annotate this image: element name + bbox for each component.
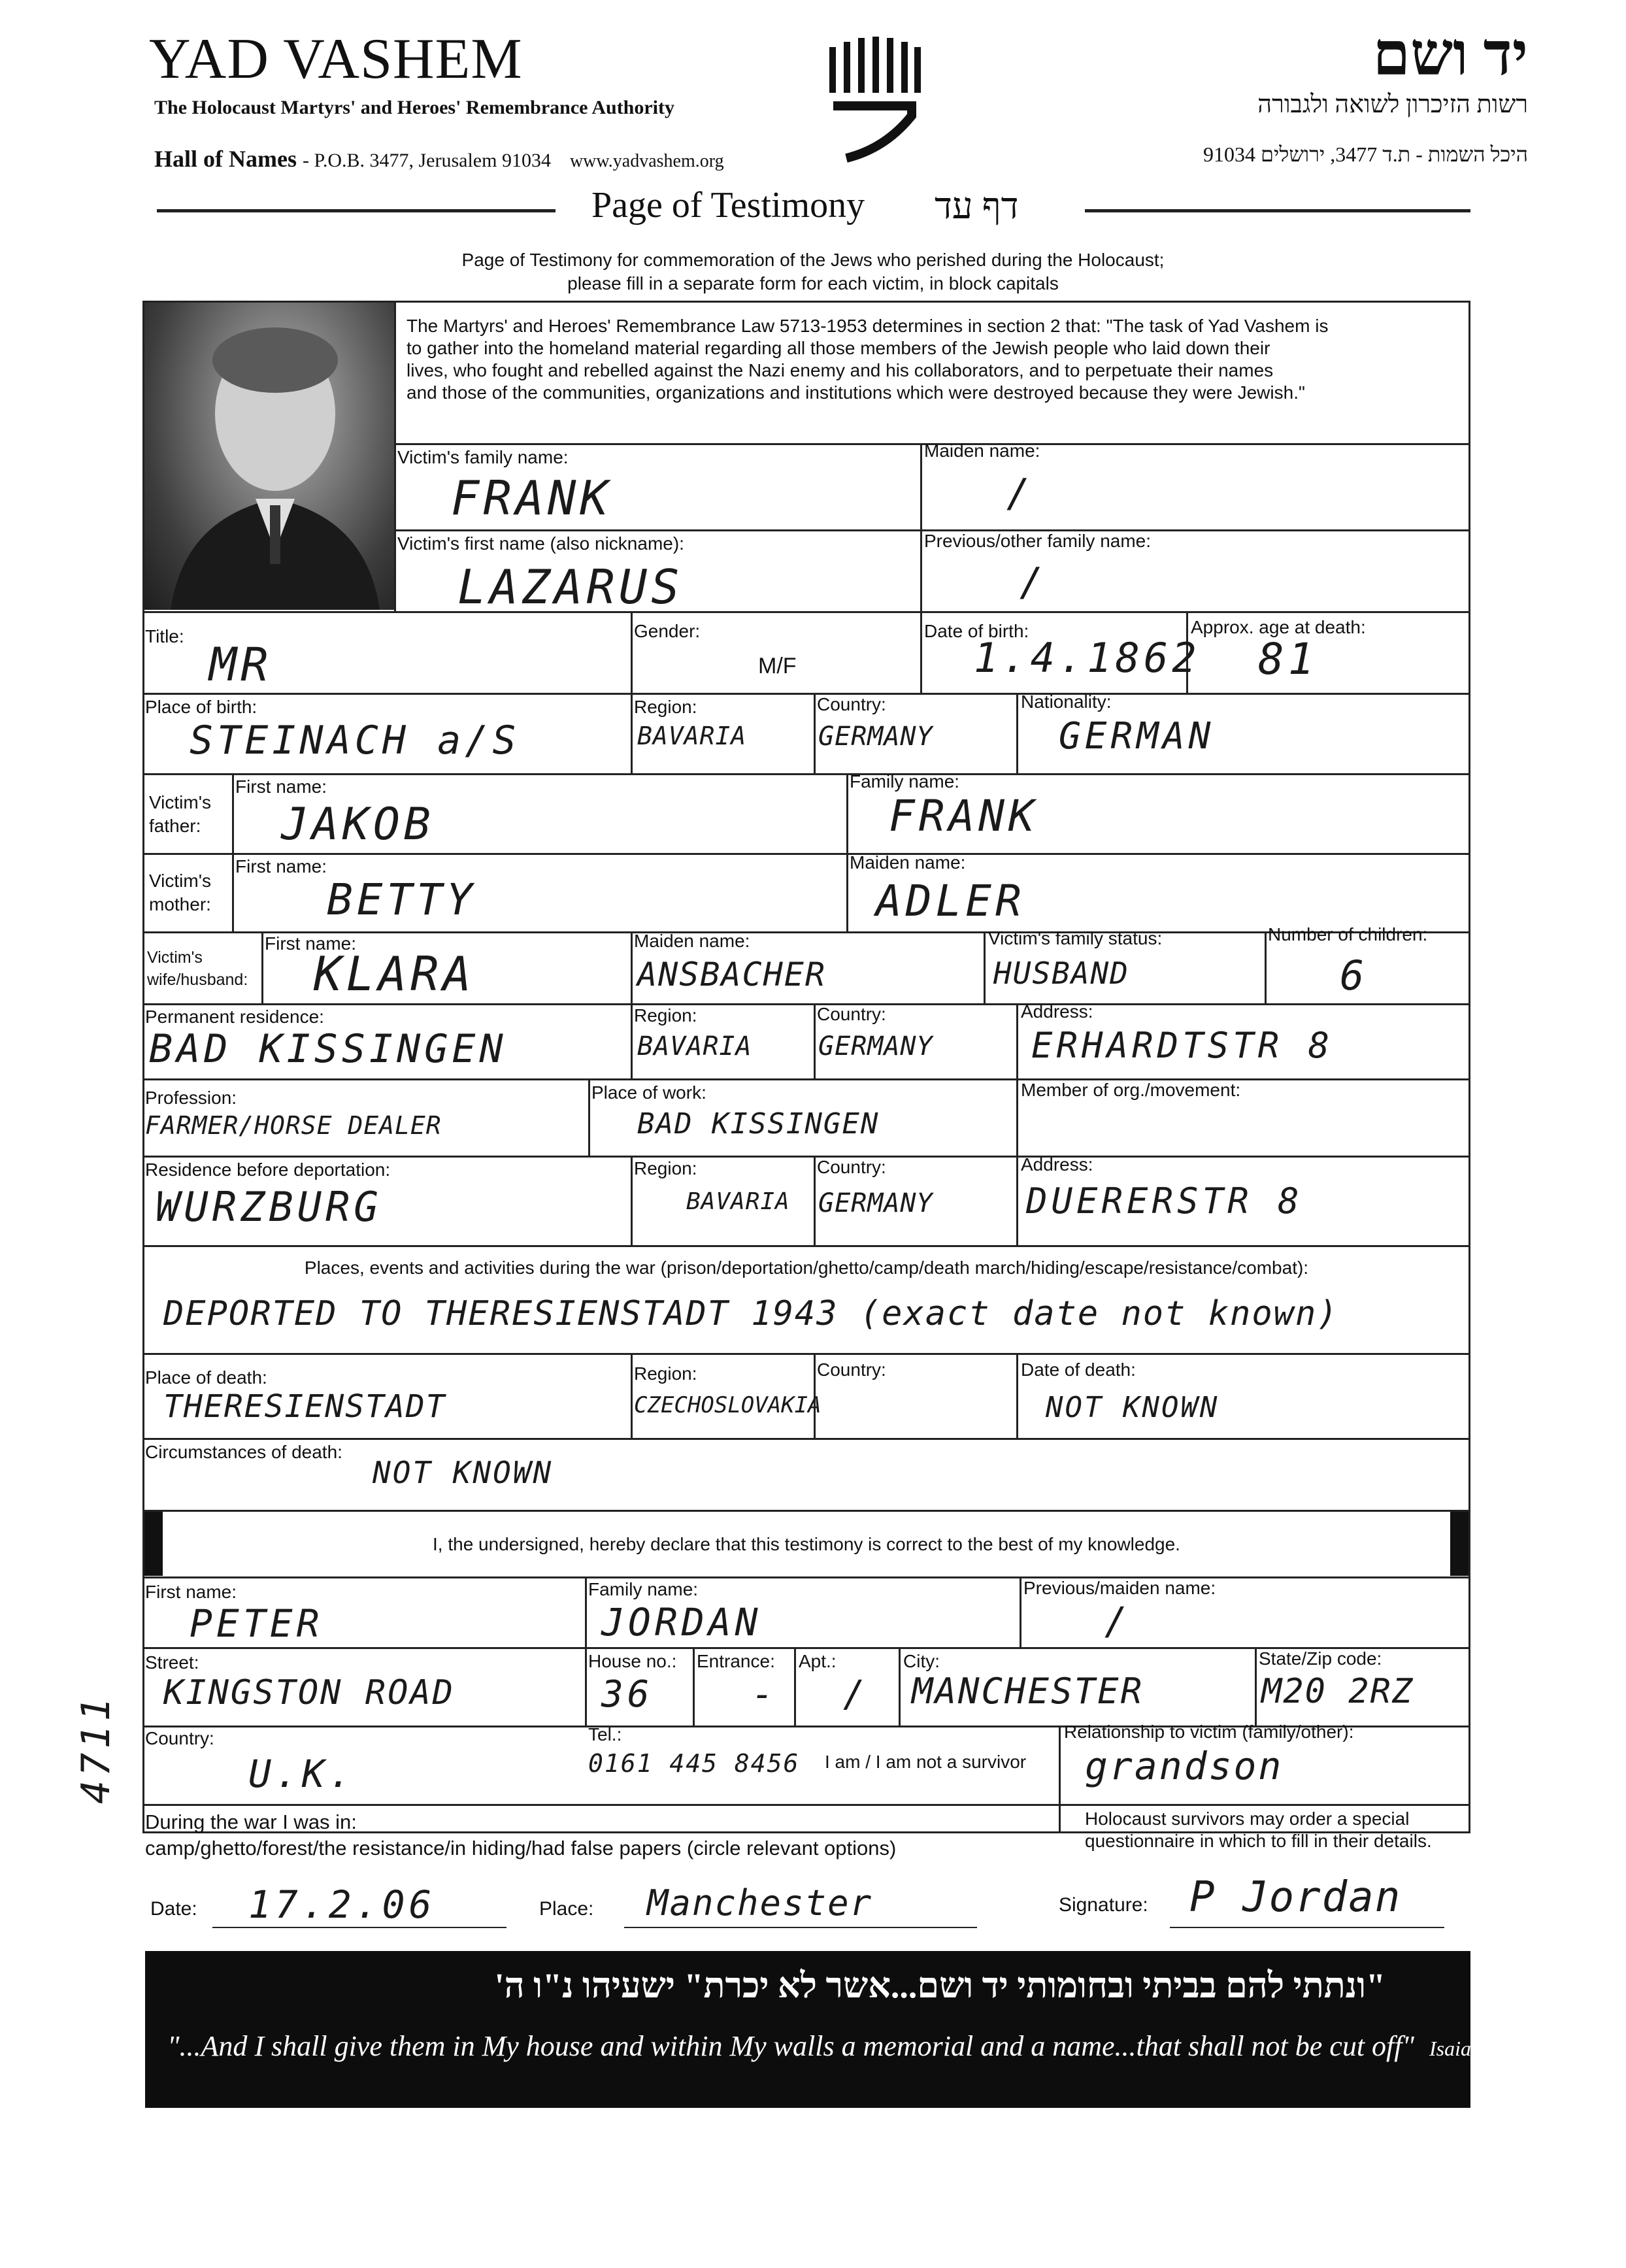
value-title[interactable]: MR: [209, 638, 273, 692]
value-death-region[interactable]: CZECHOSLOVAKIA: [634, 1392, 821, 1418]
org-name: YAD VASHEM: [149, 27, 523, 91]
value-city[interactable]: MANCHESTER: [912, 1671, 1144, 1712]
label-state-zip: State/Zip code:: [1259, 1648, 1382, 1669]
label-country: Country:: [817, 1359, 886, 1380]
label-during-war: [145, 1809, 896, 1861]
rule: [1265, 931, 1267, 1003]
website: www.yadvashem.org: [569, 151, 724, 171]
label-region: Region:: [634, 1158, 697, 1178]
label-places-events: Places, events and activities during the war (prison/deportation/ghetto/camp/death march/hiding/escape/resistance/combat):: [304, 1258, 1309, 1278]
value-residence[interactable]: BAD KISSINGEN: [149, 1026, 507, 1072]
value-nationality[interactable]: GERMAN: [1059, 715, 1215, 758]
label-region: Region:: [634, 1005, 697, 1026]
rule: [142, 773, 1470, 775]
value-sub-family-name[interactable]: JORDAN: [601, 1600, 762, 1644]
hebrew-subtitle: רשות הזיכרון לשואה ולגבורה: [1257, 91, 1528, 118]
value-birth-region[interactable]: BAVARIA: [637, 722, 747, 750]
rule: [142, 1353, 1470, 1355]
label-place-of-work: Place of work:: [591, 1082, 706, 1103]
label-father-family: Family name:: [850, 771, 960, 792]
rule: [1020, 1576, 1021, 1647]
value-father-first[interactable]: JAKOB: [281, 799, 435, 850]
label-title: Title:: [145, 626, 184, 646]
label-nationality: Nationality:: [1021, 692, 1112, 712]
org-subtitle: The Holocaust Martyrs' and Heroes' Remembrance Authority: [154, 97, 675, 118]
label-street: Street:: [145, 1652, 199, 1673]
value-sub-country[interactable]: U.K.: [248, 1752, 356, 1796]
label-permanent-residence: Permanent residence:: [145, 1007, 324, 1027]
place-line: [624, 1927, 977, 1928]
rule: [142, 1078, 1470, 1080]
footer-band: [145, 1951, 1525, 2108]
photo-divider: [394, 301, 396, 611]
hall-address: - P.O.B. 3477, Jerusalem 91034: [302, 150, 551, 171]
rule: [920, 611, 922, 693]
rule: [142, 693, 1470, 695]
value-relationship[interactable]: grandson: [1085, 1744, 1284, 1788]
value-maiden-name[interactable]: /: [1006, 471, 1035, 516]
value-before-country[interactable]: GERMANY: [818, 1188, 933, 1218]
instructions-line-1: Page of Testimony for commemoration of the Jews who perished during the Holocaust;: [461, 250, 1165, 270]
rule: [1016, 1353, 1018, 1438]
footer-english-verse: [167, 2029, 1525, 2063]
label-father-first: First name:: [235, 776, 327, 797]
value-before-address[interactable]: DUERERSTR 8: [1026, 1180, 1303, 1222]
value-age-death[interactable]: 81: [1258, 634, 1318, 684]
label-tel: Tel.:: [588, 1724, 622, 1744]
rule: [631, 1003, 633, 1078]
rule: [984, 931, 986, 1003]
value-prev-family[interactable]: /: [1020, 559, 1048, 605]
value-apt[interactable]: /: [843, 1673, 869, 1716]
value-sub-first-name[interactable]: PETER: [190, 1601, 324, 1646]
label-profession: Profession:: [145, 1088, 237, 1108]
label-victims-father: Victim's father:: [149, 792, 212, 836]
label-sub-first-name: First name:: [145, 1582, 237, 1602]
rule: [142, 611, 1470, 613]
value-prev-maiden[interactable]: /: [1104, 1599, 1131, 1643]
rule: [631, 931, 633, 1003]
rule: [142, 1156, 1470, 1158]
rule: [1016, 1078, 1018, 1156]
label-entrance: Entrance:: [697, 1651, 775, 1671]
form-title: Page of Testimony: [591, 185, 865, 225]
label-apt: Apt.:: [799, 1651, 837, 1671]
law-line: lives, who fought and rebelled against the Nazi enemy and his collaborators, and to perpetuate their names: [406, 360, 1274, 380]
rule: [142, 1438, 1470, 1440]
value-place-of-death[interactable]: THERESIENSTADT: [163, 1388, 446, 1425]
value-war-events[interactable]: DEPORTED TO THERESIENSTADT 1943 (exact date not known): [163, 1294, 1339, 1333]
label-family-status: Victim's family status:: [988, 928, 1163, 948]
value-num-children[interactable]: 6: [1340, 952, 1369, 999]
label-country: Country:: [817, 1157, 886, 1177]
value-house-no[interactable]: 36: [601, 1673, 654, 1716]
signature-line: [1170, 1927, 1444, 1928]
label-sub-family-name: Family name:: [588, 1579, 699, 1599]
value-place-of-work[interactable]: BAD KISSINGEN: [637, 1107, 880, 1141]
value-date-of-death[interactable]: NOT KNOWN: [1046, 1391, 1220, 1424]
rule: [631, 611, 633, 693]
verse-citation: Isaiah 56:5: [1429, 2037, 1525, 2060]
value-dob[interactable]: 1.4.1862: [974, 634, 1201, 682]
label-victims-spouse: Victim's wife/husband:: [147, 948, 248, 989]
value-mother-first[interactable]: BETTY: [327, 875, 476, 925]
rule: [1016, 1003, 1018, 1078]
rule: [1016, 693, 1018, 773]
declaration-band: [144, 1512, 1468, 1576]
value-before-deportation[interactable]: WURZBURG: [156, 1183, 382, 1231]
label-place-of-birth: Place of birth:: [145, 697, 257, 717]
declaration-text: I, the undersigned, hereby declare that this testimony is correct to the best of my knowledge.: [433, 1534, 1180, 1554]
value-gender[interactable]: M/F: [758, 654, 797, 678]
value-zip[interactable]: M20 2RZ: [1261, 1672, 1414, 1711]
value-place[interactable]: Manchester: [647, 1882, 873, 1924]
value-signature[interactable]: P Jordan: [1189, 1873, 1402, 1922]
label-place-of-death: Place of death:: [145, 1367, 267, 1388]
portrait-silhouette: [144, 303, 394, 610]
rule: [585, 1576, 587, 1726]
label-date-of-death: Date of death:: [1021, 1359, 1136, 1380]
title-rule-right: [1085, 209, 1470, 212]
rule: [232, 773, 234, 931]
value-residence-country[interactable]: GERMANY: [818, 1031, 933, 1061]
label-spouse-maiden: Maiden name:: [634, 931, 750, 951]
value-tel[interactable]: 0161 445 8456: [588, 1749, 800, 1778]
label-survivor[interactable]: I am / I am not a survivor: [825, 1752, 1027, 1772]
rule: [588, 1078, 590, 1156]
rule: [631, 1156, 633, 1245]
value-residence-region[interactable]: BAVARIA: [637, 1031, 752, 1061]
label-age-death: Approx. age at death:: [1191, 617, 1366, 637]
rule: [142, 853, 1470, 855]
law-line: and those of the communities, organizations and institutions which were destroyed because they were Jewish.": [406, 382, 1305, 403]
hebrew-hall: היכל השמות - ת.ד 3477, ירושלים 91034: [1203, 142, 1528, 166]
value-family-status[interactable]: HUSBAND: [993, 956, 1129, 991]
rule: [899, 1647, 901, 1726]
value-entrance[interactable]: -: [752, 1673, 778, 1716]
footer-hebrew-verse: "ונתתי להם בביתי ובחומותי יד ושם...אשר לא יכרת" ישעיהו נ"ו ה': [494, 1966, 1385, 2005]
value-date[interactable]: 17.2.06: [248, 1882, 436, 1927]
rule: [1255, 1647, 1257, 1726]
during-war-options[interactable]: camp/ghetto/forest/the resistance/in hiding/had false papers (circle relevant options): [145, 1837, 897, 1859]
label-member-org: Member of org./movement:: [1021, 1080, 1241, 1100]
rule: [142, 1804, 1470, 1806]
label-region: Region:: [634, 1363, 697, 1384]
label-dob: Date of birth:: [924, 621, 1029, 641]
label-victims-mother: Victim's mother:: [149, 871, 212, 914]
label-spouse-first: First name:: [265, 933, 357, 954]
label-first-name: Victim's first name (also nickname):: [397, 533, 684, 554]
law-line: The Martyrs' and Heroes' Remembrance Law 5713-1953 determines in section 2 that: "The task of Yad Vashem is: [406, 316, 1329, 336]
label-family-name: Victim's family name:: [397, 447, 569, 467]
rule: [142, 1003, 1470, 1005]
value-family-name[interactable]: FRANK: [451, 471, 612, 525]
victim-photo: [144, 303, 394, 610]
rule: [1016, 1156, 1018, 1245]
english-verse-text: "...And I shall give them in My house and within My walls a memorial and a name...that shall not be cut off": [167, 2030, 1414, 2062]
label-country: Country:: [817, 694, 886, 714]
hall-of-names: [154, 145, 724, 173]
rule: [1059, 1726, 1061, 1804]
hebrew-name: יד ושם: [1372, 21, 1528, 88]
label-address: Address:: [1021, 1154, 1093, 1175]
value-father-family[interactable]: FRANK: [889, 791, 1038, 841]
law-text: [406, 315, 1459, 404]
value-spouse-first[interactable]: KLARA: [314, 946, 475, 1001]
survivors-note-1: Holocaust survivors may order a special: [1085, 1809, 1410, 1829]
rule: [814, 1156, 816, 1245]
law-line: to gather into the homeland material regarding all those members of the Jewish people who laid down their: [406, 338, 1270, 358]
label-house-no: House no.:: [588, 1651, 677, 1671]
value-first-name[interactable]: LAZARUS: [457, 559, 684, 614]
value-mother-maiden[interactable]: ADLER: [876, 876, 1025, 926]
label-num-children: Number of children:: [1268, 924, 1428, 944]
rule: [142, 1576, 1470, 1578]
survivors-note-2: questionnaire in which to fill in their details.: [1085, 1831, 1432, 1851]
label-residence-before: Residence before deportation:: [145, 1159, 391, 1180]
rule: [631, 693, 633, 773]
during-war-title: During the war I was in:: [145, 1810, 357, 1833]
label-prev-family: Previous/other family name:: [924, 531, 1152, 551]
instructions-line-2: please fill in a separate form for each victim, in block capitals: [567, 273, 1059, 293]
hall-of-names-label: Hall of Names: [154, 146, 297, 172]
rule: [261, 931, 263, 1003]
label-date: Date:: [150, 1898, 197, 1920]
value-residence-address[interactable]: ERHARDTSTR 8: [1031, 1025, 1334, 1066]
label-address: Address:: [1021, 1001, 1093, 1022]
label-mother-maiden: Maiden name:: [850, 852, 966, 873]
label-region: Region:: [634, 697, 697, 717]
rule: [814, 1003, 816, 1078]
label-place: Place:: [539, 1898, 594, 1920]
label-city: City:: [903, 1651, 940, 1671]
survivors-note: [1085, 1808, 1432, 1852]
form-title-hebrew: דף עד: [935, 186, 1019, 227]
label-circumstances: Circumstances of death:: [145, 1442, 342, 1462]
value-birth-country[interactable]: GERMANY: [818, 722, 933, 752]
rule: [794, 1647, 796, 1726]
rule: [631, 1353, 633, 1438]
label-mother-first: First name:: [235, 856, 327, 876]
label-prev-maiden: Previous/maiden name:: [1023, 1578, 1216, 1598]
rule: [920, 443, 922, 611]
date-line: [212, 1927, 506, 1928]
rule: [142, 1245, 1470, 1247]
value-profession[interactable]: FARMER/HORSE DEALER: [145, 1111, 442, 1140]
rule: [814, 693, 816, 773]
yad-vashem-logo: [820, 34, 925, 165]
label-maiden-name: Maiden name:: [924, 441, 1040, 461]
label-country: Country:: [817, 1004, 886, 1024]
margin-number: 4711: [73, 1693, 119, 1804]
value-before-region[interactable]: BAVARIA: [686, 1188, 790, 1215]
value-circumstances[interactable]: NOT KNOWN: [373, 1455, 554, 1490]
label-gender: Gender:: [634, 621, 701, 641]
rule: [693, 1647, 695, 1726]
value-street[interactable]: KINGSTON ROAD: [163, 1673, 455, 1712]
value-place-of-birth[interactable]: STEINACH a/S: [190, 718, 520, 763]
rule: [846, 773, 848, 931]
title-rule-left: [157, 209, 556, 212]
label-signature: Signature:: [1059, 1894, 1148, 1916]
value-spouse-maiden[interactable]: ANSBACHER: [637, 956, 826, 993]
label-relationship: Relationship to victim (family/other):: [1064, 1722, 1354, 1742]
label-country: Country:: [145, 1728, 214, 1748]
